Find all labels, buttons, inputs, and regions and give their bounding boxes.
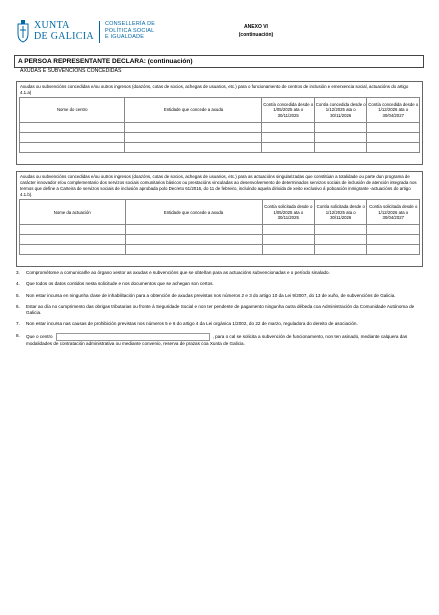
table1-header: Contía concedida desde o 1/05/2025 ata o 30/11/2025 (262, 98, 314, 123)
table-row (20, 143, 420, 153)
section-title: A PERSOA REPRESENTANTE DECLARA: (continuación) (14, 55, 424, 68)
table1-header: Entidade que concede a axuda (125, 98, 262, 123)
table-cell[interactable] (262, 123, 314, 133)
table-cell[interactable] (367, 123, 420, 133)
table-cell[interactable] (315, 235, 367, 245)
table-row (20, 225, 420, 235)
section-header (14, 55, 424, 63)
table1-description: Axudas ou subvencións concedidas e/ou outros ingresos (doazóns, cotas de socios, achegas de usuarios, etc.) para o funcionamento de centros de inclusión e emerxencia social, actuacións do artigo 4.1.a) (20, 84, 409, 96)
table-cell[interactable] (262, 225, 314, 235)
section-subtitle: AXUDAS E SUBVENCIÓNS CONCEDIDAS (20, 68, 122, 74)
table1 (19, 97, 420, 153)
table2-header: Contía solicitada desde o 1/12/2025 ata o 30/11/2026 (315, 200, 367, 225)
table-row (20, 133, 420, 143)
item-text: Non estar incursa nas causas de prohibición previstas nos números 5 e 6 do artigo 4 da Lei orgánica 1/2002, do 22 de marzo, reguladora do dereito de asociación. (26, 321, 358, 327)
item-text: Non estar incursa en ningunha clase de inhabilitación para a obtención de axudas previstas nos números 2 e 3 do artigo 10 da Lei 9/2007, do 13 de xuño, de subvencións de Galicia. (26, 292, 396, 298)
declarations-list (16, 270, 421, 352)
item8-prefix: Que o centro (26, 334, 53, 339)
table-cell[interactable] (262, 133, 314, 143)
item-number: 8. (16, 332, 20, 338)
table-cell[interactable] (20, 123, 125, 133)
table-cell[interactable] (367, 133, 420, 143)
logo-line-2: DE GALICIA (34, 30, 94, 42)
table2-description: Axudas ou subvencións concedidas e/ou outros ingresos (doazóns, cotas de socios, achegas de usuarios, etc.) para as actuacións singularizadas que constitúan a totalidade ou parte dun programa de carácter innovador e/ou complementario dos servizos sociais comunitarios básicos ou prestacións vinculadas ao desenvolvemento de determinados servizos sociais de inclusión de atención integrada nos termos que define a Carteira de servizos sociais de inclusión aprobada polo Decreto 61/2016, do 11 de febreiro, incluíndo aquela dirixida de xeito exclusivo á poboación inmigrante -actuacións do artigo 4.1.b). (20, 174, 417, 198)
item-number: 6. (16, 303, 20, 309)
table2-header: Entidade que concede a axuda (125, 200, 262, 225)
item-text: Que todos os datos contidos nesta solicitude e nos documentos que se achegan son certos. (26, 281, 214, 287)
table-cell[interactable] (315, 245, 367, 255)
list-item (16, 304, 421, 317)
list-item (16, 281, 421, 287)
table-cell[interactable] (367, 245, 420, 255)
item-number: 4. (16, 281, 20, 287)
table-cell[interactable] (125, 225, 262, 235)
table-row (20, 245, 420, 255)
table1-header: Contía concedida desde o 1/12/2025 ata o 30/11/2026 (314, 98, 366, 123)
table-cell[interactable] (125, 123, 262, 133)
table-row (20, 235, 420, 245)
xunta-logo (16, 20, 155, 44)
table2-header: Contía solicitada desde o 1/12/2026 ata o 30/04/2027 (367, 200, 420, 225)
list-item (16, 333, 421, 347)
document-header (16, 20, 426, 50)
centre-name-field[interactable] (56, 333, 210, 341)
table-cell[interactable] (314, 143, 366, 153)
table-cell[interactable] (20, 143, 125, 153)
table-cell[interactable] (367, 143, 420, 153)
table2-header: Nome da actuación (20, 200, 126, 225)
dept-line-1: CONSELLERÍA DE (104, 21, 156, 27)
logo-divider (99, 21, 100, 43)
dept-line-2: POLÍTICA SOCIAL (104, 27, 155, 34)
table-row (20, 123, 420, 133)
annex-label (226, 23, 286, 39)
table-cell[interactable] (262, 245, 314, 255)
table1-header: Contía concedida desde o 1/12/2026 ata o 30/04/2027 (367, 98, 420, 123)
coat-of-arms-icon (16, 20, 30, 44)
table-cell[interactable] (20, 235, 126, 245)
logo-line-1: XUNTA (34, 20, 70, 31)
table-cell[interactable] (367, 235, 420, 245)
list-item (16, 293, 421, 299)
table2-header: Contía solicitada desde o 1/05/2025 ata o 30/11/2025 (262, 200, 314, 225)
dept-line-3: E IGUALDADE (104, 34, 145, 40)
item8-suffix: , para o cal se solicita a subvención de funcionamento, non ten asinado, mediante calquera das modalidades de contratación administrativa ou mediante convenio, reserva de prazas coa Xunta de Galicia. (26, 334, 408, 346)
item-text: Estar ao día no cumprimento das obrigas tributarias ou fronte á Seguridade Social e non ter pendente de pagamento ningunha outra débeda coa Administración da Comunidade Autónoma de Galicia. (26, 303, 415, 316)
table1-header: Nome do centro (20, 98, 125, 123)
table-cell[interactable] (314, 133, 366, 143)
table2 (19, 199, 420, 255)
table-cell[interactable] (125, 235, 262, 245)
table-cell[interactable] (125, 143, 262, 153)
table-cell[interactable] (20, 245, 126, 255)
table2-box (16, 171, 423, 267)
annex-title: ANEXO VI (244, 24, 268, 30)
item-number: 7. (16, 321, 20, 327)
table-cell[interactable] (367, 225, 420, 235)
table-cell[interactable] (314, 123, 366, 133)
item-number: 5. (16, 292, 20, 298)
table1-box (16, 81, 423, 165)
annex-subtitle: (continuación) (238, 32, 274, 38)
table-cell[interactable] (262, 235, 314, 245)
item-number: 3. (16, 270, 20, 275)
table-cell[interactable] (20, 133, 125, 143)
list-item (16, 270, 421, 276)
table-cell[interactable] (315, 225, 367, 235)
table-cell[interactable] (125, 133, 262, 143)
table-cell[interactable] (125, 245, 262, 255)
list-item (16, 321, 421, 327)
item-text: Comprométome a comunicarlle ao órgano xestor as axudas e subvencións que se obteñan para as actuacións subvencionadas e o período sinalado. (26, 270, 330, 275)
table-cell[interactable] (20, 225, 126, 235)
table-cell[interactable] (262, 143, 314, 153)
